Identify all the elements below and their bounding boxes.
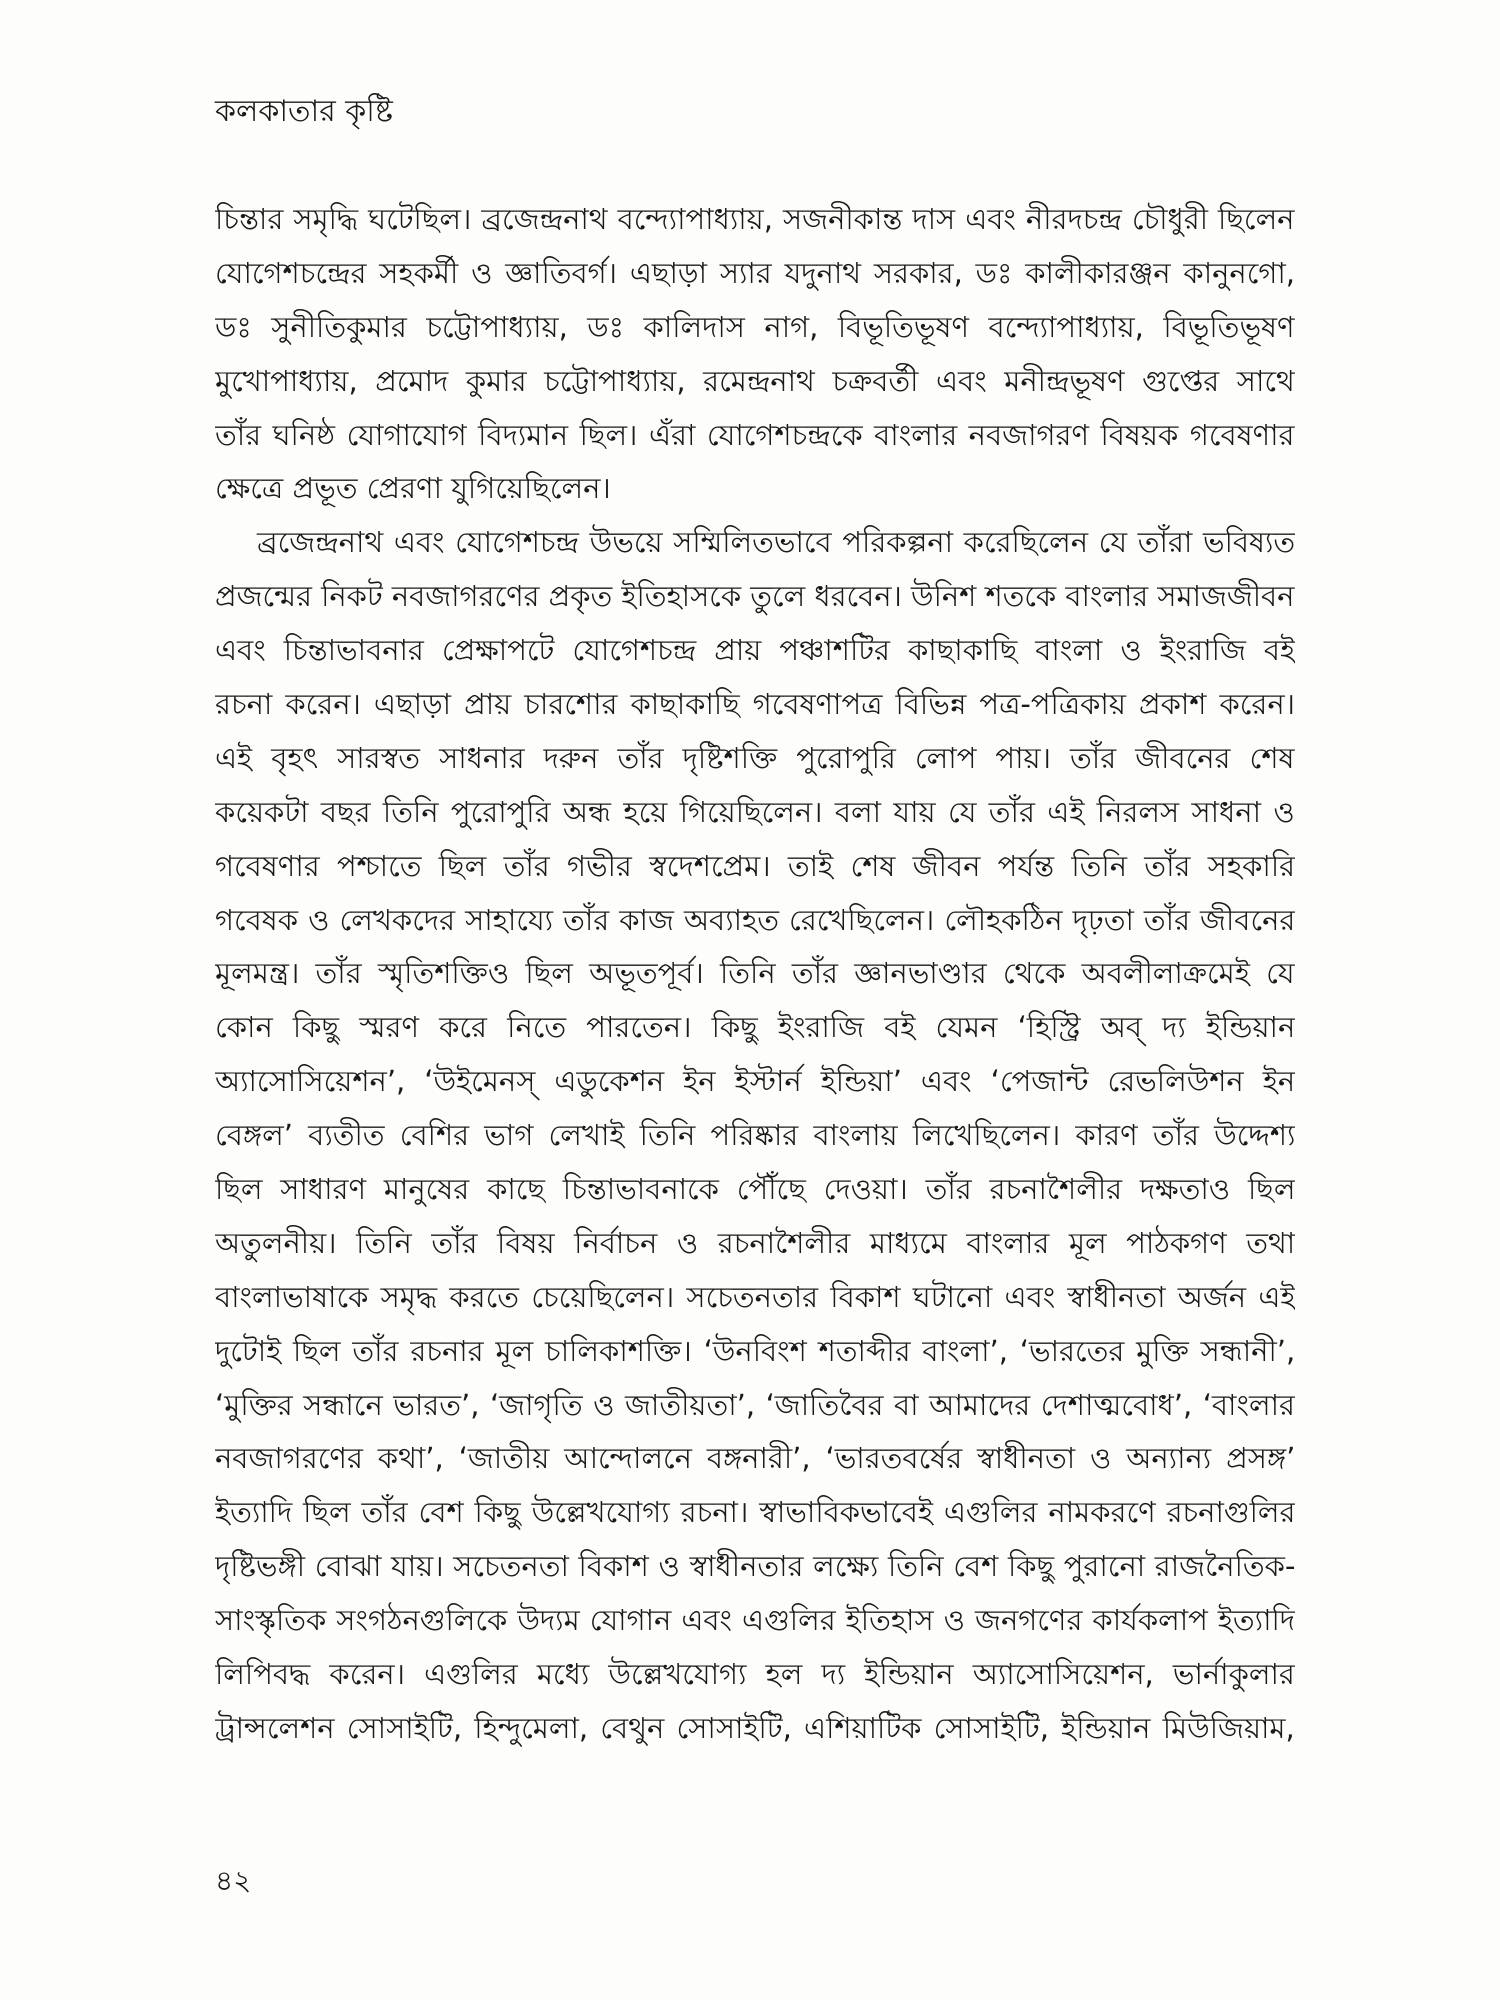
text-line: নবজাগরণের কথা’, ‘জাতীয় আন্দোলনে বঙ্গনারী’, ‘ভারতবর্ষের স্বাধীনতা ও অন্যান্য প্রসঙ্গ’ [215,1441,1295,1476]
text-line: প্রজন্মের নিকট নবজাগরণের প্রকৃত ইতিহাসকে তুলে ধরবেন। উনিশ শতকে বাংলার সমাজজীবন [215,579,1295,614]
text-line: এবং চিন্তাভাবনার প্রেক্ষাপটে যোগেশচন্দ্র প্রায় পঞ্চাশটির কাছাকাছি বাংলা ও ইংরাজি বই [215,633,1295,668]
text-line: ছিল সাধারণ মানুষের কাছে চিন্তাভাবনাকে পৌঁছে দেওয়া। তাঁর রচনাশৈলীর দক্ষতাও ছিল [215,1172,1295,1207]
running-header: কলকাতার কৃষ্টি [215,94,393,129]
text-line: যোগেশচন্দ্রের সহকর্মী ও জ্ঞাতিবর্গ। এছাড়া স্যার যদুনাথ সরকার, ডঃ কালীকারঞ্জন কানুনগো, [215,255,1295,290]
text-line: অ্যাসোসিয়েশন’, ‘উইমেনস্ এডুকেশন ইন ইস্টার্ন ইন্ডিয়া’ এবং ‘পেজান্ট রেভলিউশন ইন [215,1064,1295,1099]
text-line: ‘মুক্তির সন্ধানে ভারত’, ‘জাগৃতি ও জাতীয়তা’, ‘জাতিবৈর বা আমাদের দেশাত্মবোধ’, ‘বাংলার [215,1387,1295,1422]
page-number: ৪২ [215,1864,252,1897]
text-line: মূলমন্ত্র। তাঁর স্মৃতিশক্তিও ছিল অভূতপূর্ব। তিনি তাঁর জ্ঞানভাণ্ডার থেকে অবলীলাক্রমেই যে [215,956,1295,991]
text-line: গবেষণার পশ্চাতে ছিল তাঁর গভীর স্বদেশপ্রেম। তাই শেষ জীবন পর্যন্ত তিনি তাঁর সহকারি [215,848,1295,883]
paragraph-first-line: ব্রজেন্দ্রনাথ এবং যোগেশচন্দ্র উভয়ে সম্মিলিতভাবে পরিকল্পনা করেছিলেন যে তাঁরা ভবিষ্যত [257,525,1295,560]
text-line: ডঃ সুনীতিকুমার চট্টোপাধ্যায়, ডঃ কালিদাস নাগ, বিভূতিভূষণ বন্দ্যোপাধ্যায়, বিভূতিভূষণ [215,309,1295,344]
text-line: কয়েকটা বছর তিনি পুরোপুরি অন্ধ হয়ে গিয়েছিলেন। বলা যায় যে তাঁর এই নিরলস সাধনা ও [215,794,1295,829]
text-line: ক্ষেত্রে প্রভূত প্রেরণা যুগিয়েছিলেন। [215,471,611,506]
text-line: অতুলনীয়। তিনি তাঁর বিষয় নির্বাচন ও রচনাশৈলীর মাধ্যমে বাংলার মূল পাঠকগণ তথা [215,1225,1295,1260]
text-line: এই বৃহৎ সারস্বত সাধনার দরুন তাঁর দৃষ্টিশক্তি পুরোপুরি লোপ পায়। তাঁর জীবনের শেষ [215,740,1295,775]
text-line: বেঙ্গল’ ব্যতীত বেশির ভাগ লেখাই তিনি পরিষ্কার বাংলায় লিখেছিলেন। কারণ তাঁর উদ্দেশ্য [215,1118,1295,1153]
text-line: লিপিবদ্ধ করেন। এগুলির মধ্যে উল্লেখযোগ্য হল দ্য ইন্ডিয়ান অ্যাসোসিয়েশন, ভার্নাকুলার [215,1657,1295,1692]
text-line: দৃষ্টিভঙ্গী বোঝা যায়। সচেতনতা বিকাশ ও স্বাধীনতার লক্ষ্যে তিনি বেশ কিছু পুরানো রাজনৈতিক- [215,1549,1295,1584]
text-line: দুটোই ছিল তাঁর রচনার মূল চালিকাশক্তি। ‘উনবিংশ শতাব্দীর বাংলা’, ‘ভারতের মুক্তি সন্ধানী’, [215,1333,1295,1368]
text-line: তাঁর ঘনিষ্ঠ যোগাযোগ বিদ্যমান ছিল। এঁরা যোগেশচন্দ্রকে বাংলার নবজাগরণ বিষয়ক গবেষণার [215,417,1295,452]
text-line: ট্রান্সলেশন সোসাইটি, হিন্দুমেলা, বেথুন সোসাইটি, এশিয়াটিক সোসাইটি, ইন্ডিয়ান মিউজিয়াম, [215,1710,1295,1745]
text-line: চিন্তার সমৃদ্ধি ঘটেছিল। ব্রজেন্দ্রনাথ বন্দ্যোপাধ্যায়, সজনীকান্ত দাস এবং নীরদচন্দ্র চৌধুরী ছিলেন [215,202,1295,236]
text-line: বাংলাভাষাকে সমৃদ্ধ করতে চেয়েছিলেন। সচেতনতার বিকাশ ঘটানো এবং স্বাধীনতা অর্জন এই [215,1279,1295,1314]
text-line: রচনা করেন। এছাড়া প্রায় চারশোর কাছাকাছি গবেষণাপত্র বিভিন্ন পত্র-পত্রিকায় প্রকাশ করেন। [215,687,1295,722]
text-line: মুখোপাধ্যায়, প্রমোদ কুমার চট্টোপাধ্যায়, রমেন্দ্রনাথ চক্রবর্তী এবং মনীন্দ্রভূষণ গুপ্তের সাথে [215,363,1295,398]
body-text [215,193,1295,1756]
text-line: সাংস্কৃতিক সংগঠনগুলিকে উদ্যম যোগান এবং এগুলির ইতিহাস ও জনগণের কার্যকলাপ ইত্যাদি [215,1603,1295,1638]
text-line: কোন কিছু স্মরণ করে নিতে পারতেন। কিছু ইংরাজি বই যেমন ‘হিস্ট্রি অব্ দ্য ইন্ডিয়ান [215,1010,1295,1045]
text-line: গবেষক ও লেখকদের সাহায্যে তাঁর কাজ অব্যাহত রেখেছিলেন। লৌহকঠিন দৃঢ়তা তাঁর জীবনের [215,902,1295,937]
text-line: ইত্যাদি ছিল তাঁর বেশ কিছু উল্লেখযোগ্য রচনা। স্বাভাবিকভাবেই এগুলির নামকরণে রচনাগুলির [215,1495,1295,1530]
